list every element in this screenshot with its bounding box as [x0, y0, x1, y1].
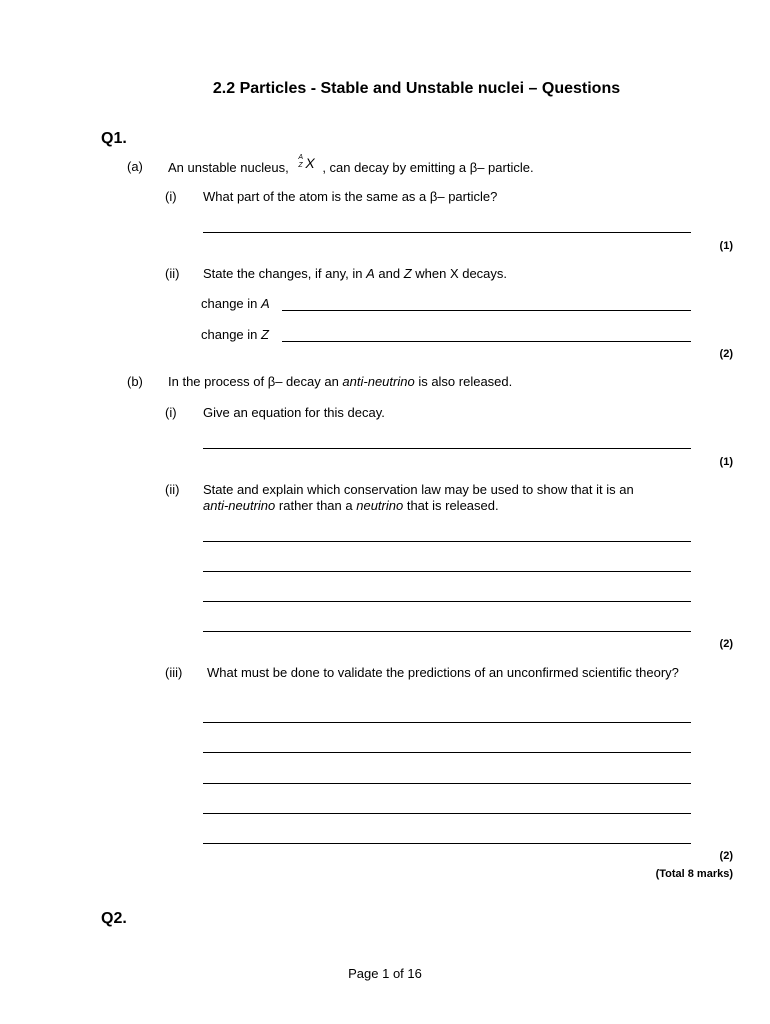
var-z: Z: [403, 266, 412, 281]
part-b-stem-em: anti-neutrino: [342, 374, 415, 389]
marks-a-ii: (2): [719, 348, 733, 360]
question-2-heading: Q2.: [101, 910, 127, 927]
change-z-label: [201, 327, 269, 343]
marks-b-i: (1): [719, 456, 733, 468]
answer-line[interactable]: [203, 783, 691, 784]
change-a-var: A: [261, 296, 270, 311]
var-a: A: [366, 266, 375, 281]
answer-line[interactable]: [282, 341, 691, 342]
part-a-ii-label: (ii): [165, 266, 180, 281]
part-b-stem: [168, 374, 512, 390]
answer-line[interactable]: [203, 631, 691, 632]
part-b-ii-em1: anti-neutrino: [203, 498, 276, 513]
part-b-stem-before: In the process of β– decay an: [168, 374, 343, 389]
part-b-ii-text-line1: State and explain which conservation law may be used to show that it is an: [203, 482, 634, 497]
change-a-prefix: change in: [201, 296, 261, 311]
answer-line[interactable]: [203, 541, 691, 542]
part-a-ii-text: [203, 266, 507, 282]
part-b-iii-text: What must be done to validate the predictions of an unconfirmed scientific theory?: [207, 665, 679, 680]
part-b-ii-text-line2: [203, 498, 499, 514]
part-b-ii-mid: rather than a: [275, 498, 357, 513]
nuclide-mass-number: A: [298, 154, 303, 161]
change-a-label: [201, 296, 270, 312]
part-a-ii-text-before: State the changes, if any, in: [203, 266, 367, 281]
nuclide-element: X: [305, 155, 315, 171]
answer-line[interactable]: [203, 752, 691, 753]
nuclide-atomic-number: Z: [298, 162, 303, 169]
part-a-stem-after: , can decay by emitting a β– particle.: [322, 160, 534, 175]
part-a-i-label: (i): [165, 189, 177, 204]
part-b-ii-em2: neutrino: [356, 498, 404, 513]
page-number: Page 1 of 16: [348, 966, 422, 981]
part-a-ii-text-after: when X decays.: [411, 266, 508, 281]
part-b-ii-end: that is released.: [403, 498, 499, 513]
answer-line[interactable]: [282, 310, 691, 311]
answer-line[interactable]: [203, 448, 691, 449]
part-b-iii-label: (iii): [165, 665, 183, 680]
part-a-ii-text-mid: and: [374, 266, 404, 281]
part-b-stem-after: is also released.: [414, 374, 513, 389]
total-marks: (Total 8 marks): [655, 868, 733, 880]
part-b-label: (b): [127, 374, 143, 389]
nuclide-symbol: [292, 154, 322, 175]
part-b-i-label: (i): [165, 405, 177, 420]
marks-b-iii: (2): [719, 850, 733, 862]
answer-line[interactable]: [203, 601, 691, 602]
page-title: 2.2 Particles - Stable and Unstable nuclei – Questions: [212, 80, 621, 97]
part-b-i-text: Give an equation for this decay.: [203, 405, 385, 420]
marks-a-i: (1): [719, 240, 733, 252]
answer-line[interactable]: [203, 722, 691, 723]
change-z-var: Z: [261, 327, 269, 342]
answer-line[interactable]: [203, 813, 691, 814]
answer-line[interactable]: [203, 571, 691, 572]
part-a-stem-before: An unstable nucleus,: [168, 160, 289, 175]
marks-b-ii: (2): [719, 638, 733, 650]
part-a-i-text: What part of the atom is the same as a β– particle?: [203, 189, 498, 204]
answer-line[interactable]: [203, 843, 691, 844]
change-z-prefix: change in: [201, 327, 261, 342]
part-a-stem: [168, 154, 534, 176]
question-1-heading: Q1.: [101, 130, 127, 147]
part-a-label: (a): [127, 159, 143, 174]
answer-line[interactable]: [203, 232, 691, 233]
part-b-ii-label: (ii): [165, 482, 180, 497]
